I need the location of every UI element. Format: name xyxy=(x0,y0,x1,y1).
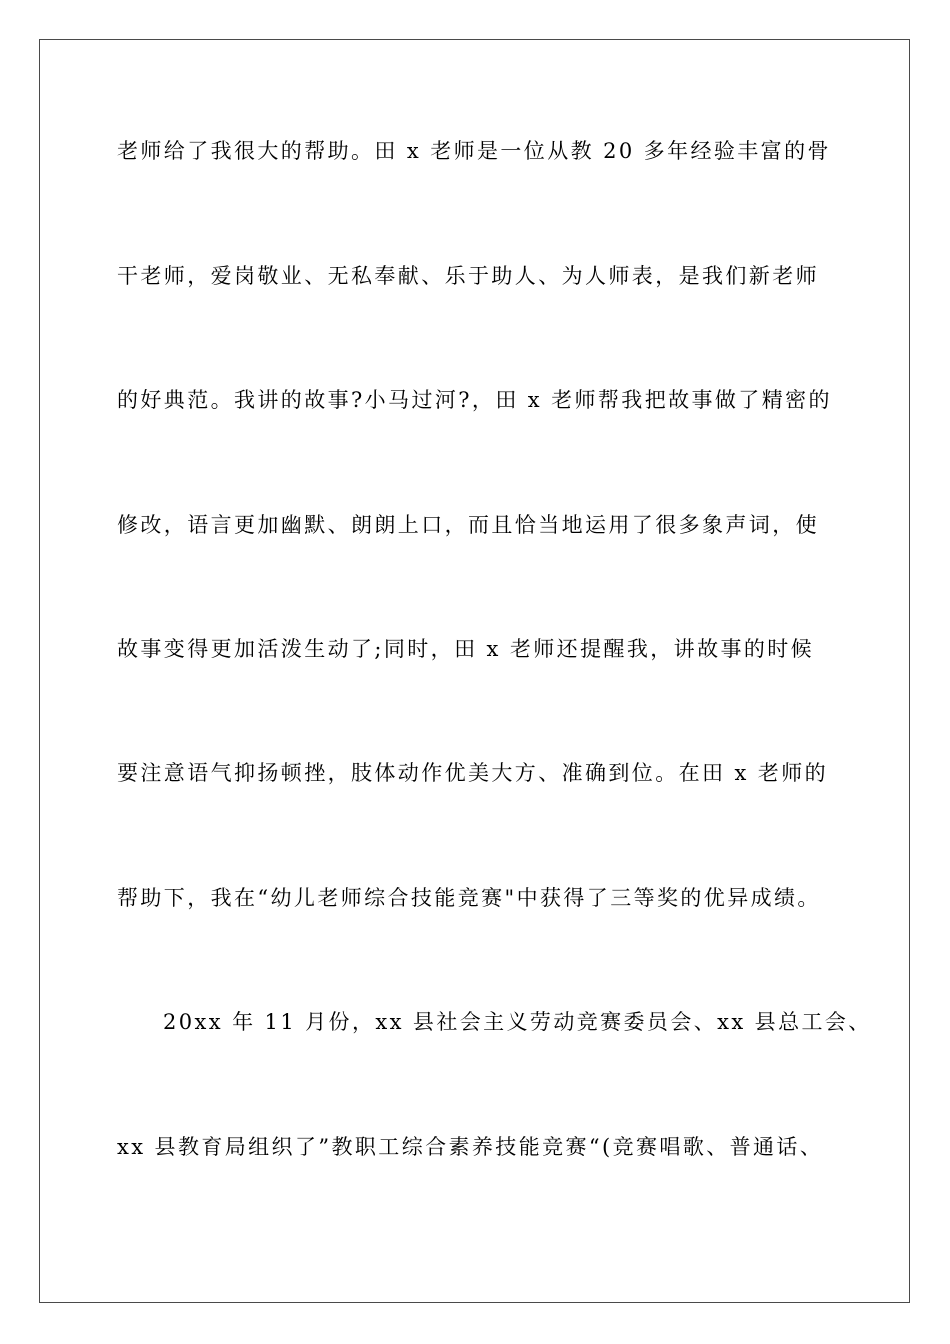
paragraph-first-line: 20xx 年 11 月份，xx 县社会主义劳动竞赛委员会、xx 县总工会、 xyxy=(163,1010,872,1034)
body-text-line: 要注意语气抑扬顿挫，肢体动作优美大方、准确到位。在田 x 老师的 xyxy=(117,761,828,785)
body-text-line: 老师给了我很大的帮助。田 x 老师是一位从教 20 多年经验丰富的骨 xyxy=(117,139,831,163)
body-text-line: 干老师，爱岗敬业、无私奉献、乐于助人、为人师表，是我们新老师 xyxy=(117,264,819,288)
body-text-line: 故事变得更加活泼生动了;同时，田 x 老师还提醒我，讲故事的时候 xyxy=(117,637,815,661)
page-frame xyxy=(39,39,910,1303)
body-text-line: xx 县教育局组织了”教职工综合素养技能竞赛“(竞赛唱歌、普通话、 xyxy=(117,1135,824,1159)
body-text-line: 的好典范。我讲的故事?小马过河?，田 x 老师帮我把故事做了精密的 xyxy=(117,388,832,412)
body-text-line: 修改，语言更加幽默、朗朗上口，而且恰当地运用了很多象声词，使 xyxy=(117,513,819,537)
body-text-line: 帮助下，我在“幼儿老师综合技能竞赛"中获得了三等奖的优异成绩。 xyxy=(117,886,821,910)
